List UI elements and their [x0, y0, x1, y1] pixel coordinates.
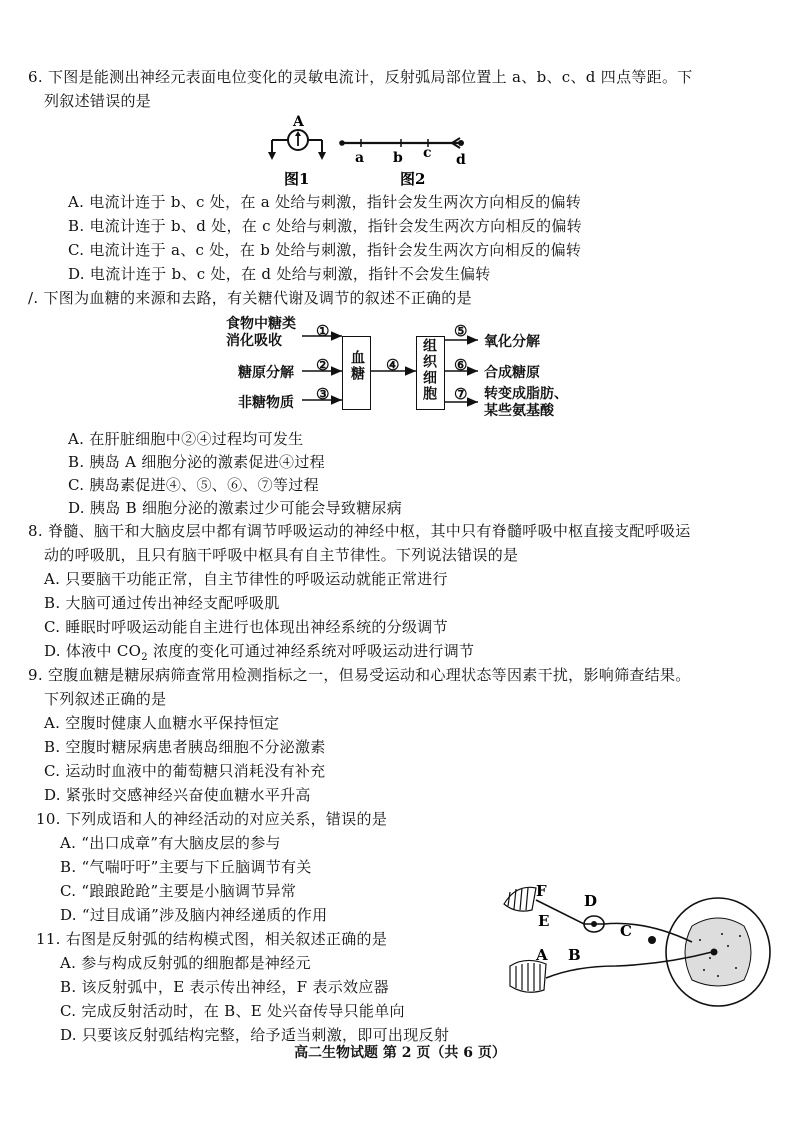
q6-option-a: A. 电流计连于 b、c 处，在 a 处给与刺激，指针会发生两次方向相反的偏转: [68, 193, 582, 211]
step-2: ②: [316, 356, 330, 374]
q11-option-a: A. 参与构成反射弧的细胞都是神经元: [60, 954, 311, 972]
q8-option-b: B. 大脑可通过传出神经支配呼吸肌: [44, 594, 280, 612]
q7-stem: /. 下图为血糖的来源和去路，有关糖代谢及调节的叙述不正确的是: [28, 289, 472, 307]
q8-option-c: C. 睡眠时呼吸运动能自主进行也体现出神经系统的分级调节: [44, 618, 448, 636]
point-a-label: a: [355, 150, 365, 166]
tissue-cells-label: 组织细胞: [421, 338, 437, 402]
q7-option-c: C. 胰岛素促进④、⑤、⑥、⑦等过程: [68, 476, 319, 494]
point-c-label: c: [423, 145, 432, 161]
step-5: ⑤: [454, 322, 468, 340]
page-footer: 高二生物试题 第 2 页（共 6 页）: [294, 1045, 506, 1061]
label-a: A: [536, 946, 548, 964]
q8-stem-line1: 8. 脊髓、脑干和大脑皮层中都有调节呼吸运动的神经中枢，其中只有脊髓呼吸中枢直接支配呼吸运: [28, 522, 691, 540]
q6-figure: [262, 112, 492, 188]
q7-option-b: B. 胰岛 A 细胞分泌的激素促进④过程: [68, 453, 325, 471]
neuron-axon: [339, 138, 464, 148]
q9-option-b: B. 空腹时糖尿病患者胰岛细胞不分泌激素: [44, 738, 326, 756]
q11-option-c: C. 完成反射活动时，在 B、E 处兴奋传导只能单向: [60, 1002, 405, 1020]
q6-option-d: D. 电流计连于 b、c 处，在 d 处给与刺激，指针不会发生偏转: [68, 265, 491, 283]
label-b: B: [568, 946, 581, 964]
point-d-label: d: [456, 152, 466, 168]
source-food: 食物中糖类 消化吸收: [226, 316, 296, 349]
step-7: ⑦: [454, 385, 468, 403]
receptor-muscle-shape: [510, 960, 546, 992]
q8-stem-line2: 动的呼吸肌，且只有脑干呼吸中枢具有自主节律性。下列说法错误的是: [44, 546, 519, 564]
q6-stem-line1: 6. 下图是能测出神经元表面电位变化的灵敏电流计，反射弧局部位置上 a、b、c、d 四点等距。下: [28, 68, 693, 86]
q9-stem-line1: 9. 空腹血糖是糖尿病筛查常用检测指标之一，但易受运动和心理状态等因素干扰，影响筛查结果。: [28, 666, 691, 684]
q6-option-c: C. 电流计连于 a、c 处，在 b 处给与刺激，指针会发生两次方向相反的偏转: [68, 241, 582, 259]
label-e: E: [538, 912, 550, 930]
dest-oxidation: 氧化分解: [484, 334, 540, 350]
fig2-label: 图2: [400, 170, 426, 188]
effector-shape: [504, 887, 536, 911]
q11-stem: 11. 右图是反射弧的结构模式图，相关叙述正确的是: [36, 930, 388, 948]
dest-glycogen: 合成糖原: [484, 365, 540, 381]
q10-option-c: C. “踉踉跄跄”主要是小脑调节异常: [60, 882, 297, 900]
blood-glucose-label: 血糖: [349, 350, 365, 382]
step-1: ①: [316, 322, 330, 340]
fig1-label: 图1: [284, 170, 310, 188]
source-non-sugar: 非糖物质: [238, 395, 294, 411]
q10-option-b: B. “气喘吁吁”主要与下丘脑调节有关: [60, 858, 312, 876]
q10-option-a: A. “出口成章”有大脑皮层的参与: [60, 834, 281, 852]
q7-diagram: [226, 316, 586, 420]
q6-stem-line2: 列叙述错误的是: [44, 92, 152, 110]
dest-fat-amino: 转变成脂肪、 某些氨基酸: [484, 386, 568, 419]
q10-stem: 10. 下列成语和人的神经活动的对应关系，错误的是: [36, 810, 388, 828]
label-f: F: [536, 882, 547, 900]
q11-option-d: D. 只要该反射弧结构完整，给予适当刺激，即可出现反射: [60, 1026, 450, 1044]
galvanometer-icon: [268, 130, 326, 160]
q7-option-a: A. 在肝脏细胞中②④过程均可发生: [68, 430, 304, 448]
interneuron-c: [648, 936, 656, 944]
q6-option-b: B. 电流计连于 b、d 处，在 c 处给与刺激，指针会发生两次方向相反的偏转: [68, 217, 582, 235]
label-d: D: [584, 892, 598, 910]
q8-option-a: A. 只要脑干功能正常，自主节律性的呼吸运动就能正常进行: [44, 570, 448, 588]
q9-stem-line2: 下列叙述正确的是: [44, 690, 167, 708]
q8-option-d: D. 体液中 $CO_2$ 浓度的变化可通过神经系统对呼吸运动进行调节: [44, 642, 475, 663]
label-c: C: [620, 922, 632, 940]
q9-option-d: D. 紧张时交感神经兴奋使血糖水平升高: [44, 786, 311, 804]
q9-option-c: C. 运动时血液中的葡萄糖只消耗没有补充: [44, 762, 326, 780]
reflex-arc-figure: [496, 880, 776, 1020]
step-6: ⑥: [454, 356, 468, 374]
meter-label: A: [293, 114, 304, 130]
q11-option-b: B. 该反射弧中，E 表示传出神经，F 表示效应器: [60, 978, 389, 996]
source-glycogen: 糖原分解: [238, 365, 294, 381]
step-3: ③: [316, 385, 330, 403]
step-4: ④: [386, 356, 400, 374]
q10-option-d: D. “过目成诵”涉及脑内神经递质的作用: [60, 906, 328, 924]
q9-option-a: A. 空腹时健康人血糖水平保持恒定: [44, 714, 280, 732]
point-b-label: b: [393, 150, 403, 166]
q7-option-d: D. 胰岛 B 细胞分泌的激素过少可能会导致糖尿病: [68, 499, 403, 517]
